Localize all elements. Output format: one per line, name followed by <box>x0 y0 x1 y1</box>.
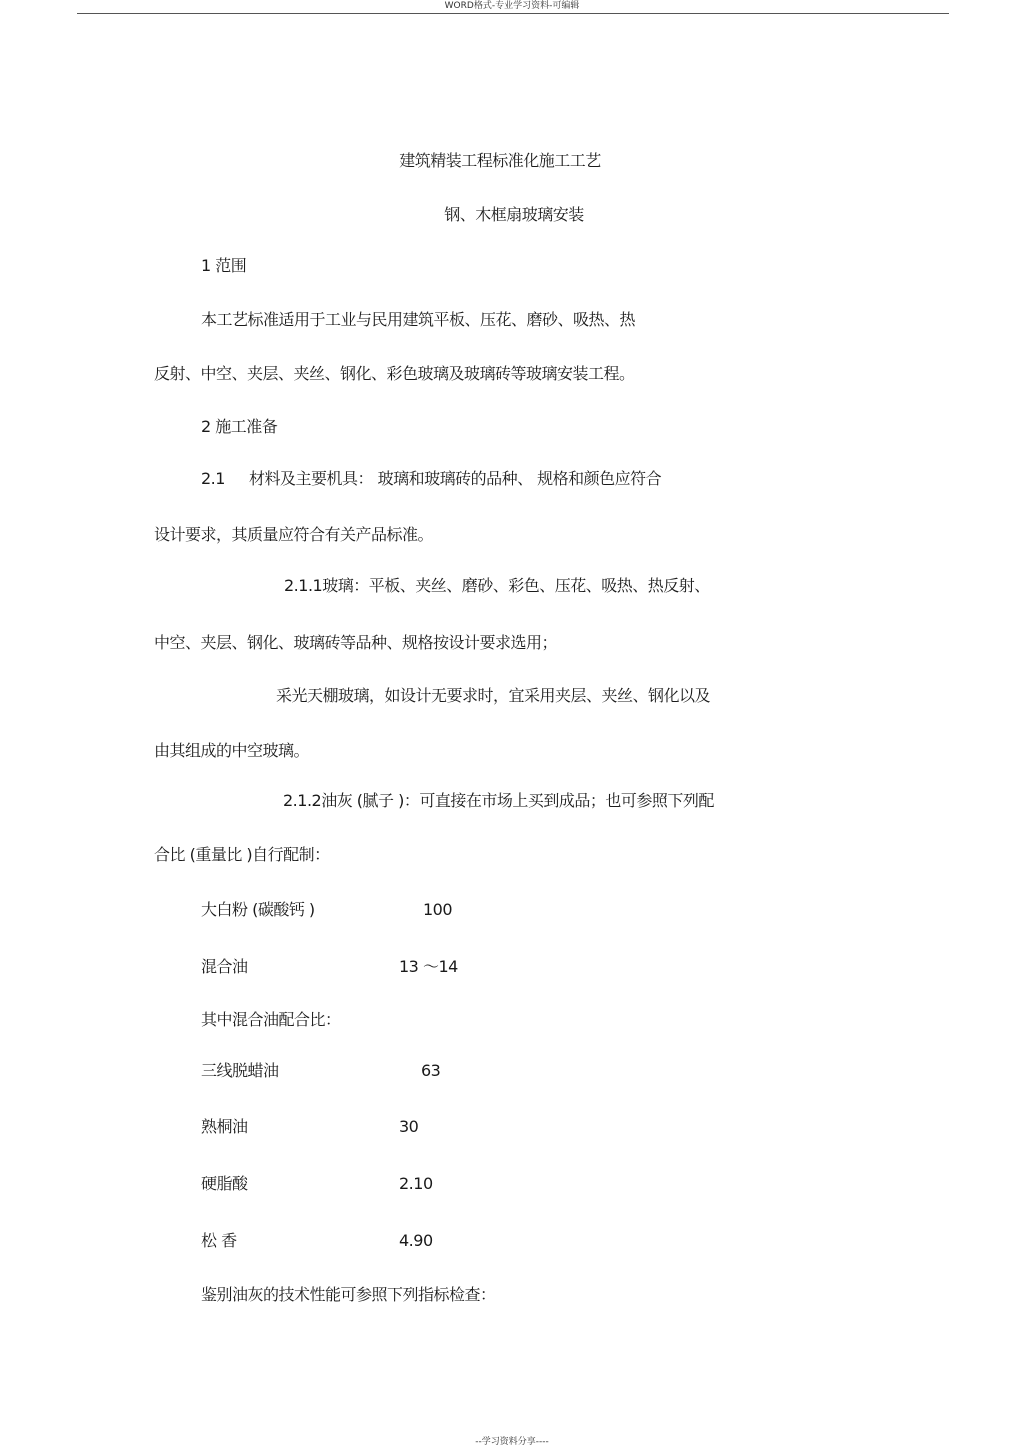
mix-item-value: 13 ～14 <box>399 957 458 976</box>
section-2-1-2-line-2: 合比 (重量比 )自行配制： <box>154 845 330 864</box>
oil-item-value: 4.90 <box>399 1231 433 1250</box>
section-2-1-1-line-3: 采光天棚玻璃，如设计无要求时，宜采用夹层、夹丝、钢化以及 <box>276 686 711 705</box>
oil-item-value: 2.10 <box>399 1174 433 1193</box>
section-2-1-1-line-4: 由其组成的中空玻璃。 <box>154 741 310 760</box>
section-2-1-text: 材料及主要机具： 玻璃和玻璃砖的品种、 规格和颜色应符合 <box>249 469 662 488</box>
oil-ratio-heading: 其中混合油配合比： <box>201 1010 341 1029</box>
page-header: WORD格式-专业学习资料-可编辑 <box>444 1 580 11</box>
section-2-1-1-line-2: 中空、夹层、钢化、玻璃砖等品种、规格按设计要求选用； <box>154 633 558 652</box>
section-2-heading: 2 施工准备 <box>201 417 278 436</box>
oil-item-name: 松 香 <box>201 1231 237 1250</box>
header-rule <box>77 13 949 14</box>
section-1-heading: 1 范围 <box>201 256 247 275</box>
mix-item-name: 大白粉 (碳酸钙 ) <box>201 900 315 919</box>
document-subtitle: 钢、木框扇玻璃安装 <box>444 205 584 224</box>
mix-item-name: 混合油 <box>201 957 248 976</box>
putty-check-line: 鉴别油灰的技术性能可参照下列指标检查： <box>201 1285 496 1304</box>
oil-item-name: 熟桐油 <box>201 1117 248 1136</box>
oil-item-value: 63 <box>421 1061 441 1080</box>
section-1-paragraph-line-1: 本工艺标准适用于工业与民用建筑平板、压花、磨砂、吸热、热 <box>201 310 636 329</box>
page-footer: --学习资料分享---- <box>475 1437 549 1447</box>
section-2-1-continuation: 设计要求，其质量应符合有关产品标准。 <box>154 525 434 544</box>
section-1-paragraph-line-2: 反射、中空、夹层、夹丝、钢化、彩色玻璃及玻璃砖等玻璃安装工程。 <box>154 364 635 383</box>
oil-item-value: 30 <box>399 1117 419 1136</box>
mix-item-value: 100 <box>423 900 453 919</box>
section-2-1-1-line-1: 2.1.1玻璃：平板、夹丝、磨砂、彩色、压花、吸热、热反射、 <box>284 576 710 595</box>
document-title: 建筑精装工程标准化施工工艺 <box>399 151 601 170</box>
section-2-1-2-line-1: 2.1.2油灰 (腻子 )：可直接在市场上买到成品；也可参照下列配 <box>283 791 714 810</box>
section-2-1-number: 2.1 <box>201 469 225 488</box>
oil-item-name: 三线脱蜡油 <box>201 1061 279 1080</box>
oil-item-name: 硬脂酸 <box>201 1174 248 1193</box>
